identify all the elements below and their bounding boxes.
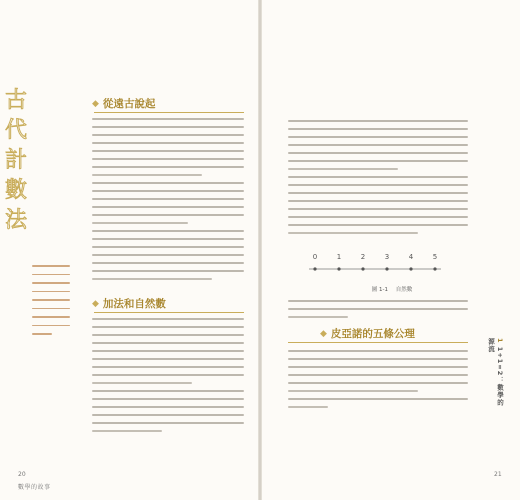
- number-line-point: [409, 267, 412, 270]
- title-char: 古: [4, 88, 27, 113]
- number-line-point: [313, 267, 316, 270]
- number-line-label: 5: [432, 253, 438, 261]
- title-char: 法: [4, 208, 27, 233]
- heading-rule: [94, 112, 244, 113]
- figure-label: 圖 1-1: [371, 287, 388, 293]
- body-text-block: [288, 120, 468, 240]
- number-line-point: [361, 267, 364, 270]
- heading-rule: [94, 312, 244, 313]
- book-gutter: [258, 0, 262, 500]
- running-title: 1+1=2：數學的源流: [487, 338, 504, 407]
- heading-text: 皮亞諾的五條公理: [330, 328, 415, 340]
- running-title-vertical: [487, 338, 505, 408]
- section-heading-origins: [92, 96, 155, 111]
- page-number: 21: [494, 471, 502, 478]
- section-heading-addition: [92, 296, 166, 311]
- chapter-number: 1: [496, 338, 504, 344]
- number-line-label: 3: [384, 253, 390, 261]
- number-line-label: 4: [408, 253, 414, 261]
- number-line-label: 0: [312, 253, 318, 261]
- number-line-figure: [305, 243, 445, 279]
- number-line-point: [385, 267, 388, 270]
- heading-bullet-icon: ◆: [92, 98, 99, 109]
- body-text-block: [92, 118, 244, 286]
- heading-text: 加法和自然數: [102, 298, 166, 310]
- section-heading-peano: [320, 326, 415, 341]
- heading-bullet-icon: ◆: [320, 328, 327, 339]
- number-line-label: 2: [360, 253, 366, 261]
- number-line-label: 1: [336, 253, 342, 261]
- figure-caption: [340, 285, 450, 293]
- chapter-vertical-title: [4, 90, 28, 330]
- figure-caption-text: 自然數: [395, 287, 413, 293]
- running-title: 數學的故事: [18, 484, 51, 491]
- body-text-block: [288, 300, 468, 324]
- page-number: 20: [18, 471, 26, 478]
- heading-rule: [288, 342, 468, 343]
- title-char: 數: [4, 178, 27, 203]
- number-line-point: [337, 267, 340, 270]
- heading-bullet-icon: ◆: [92, 298, 99, 309]
- number-line-svg: [305, 243, 445, 279]
- body-text-block: [288, 350, 468, 414]
- body-text-block: [92, 318, 244, 438]
- side-note: [32, 265, 70, 355]
- title-char: 代: [4, 118, 27, 143]
- heading-text: 從遠古說起: [102, 98, 156, 110]
- title-char: 計: [4, 148, 27, 173]
- number-line-point: [433, 267, 436, 270]
